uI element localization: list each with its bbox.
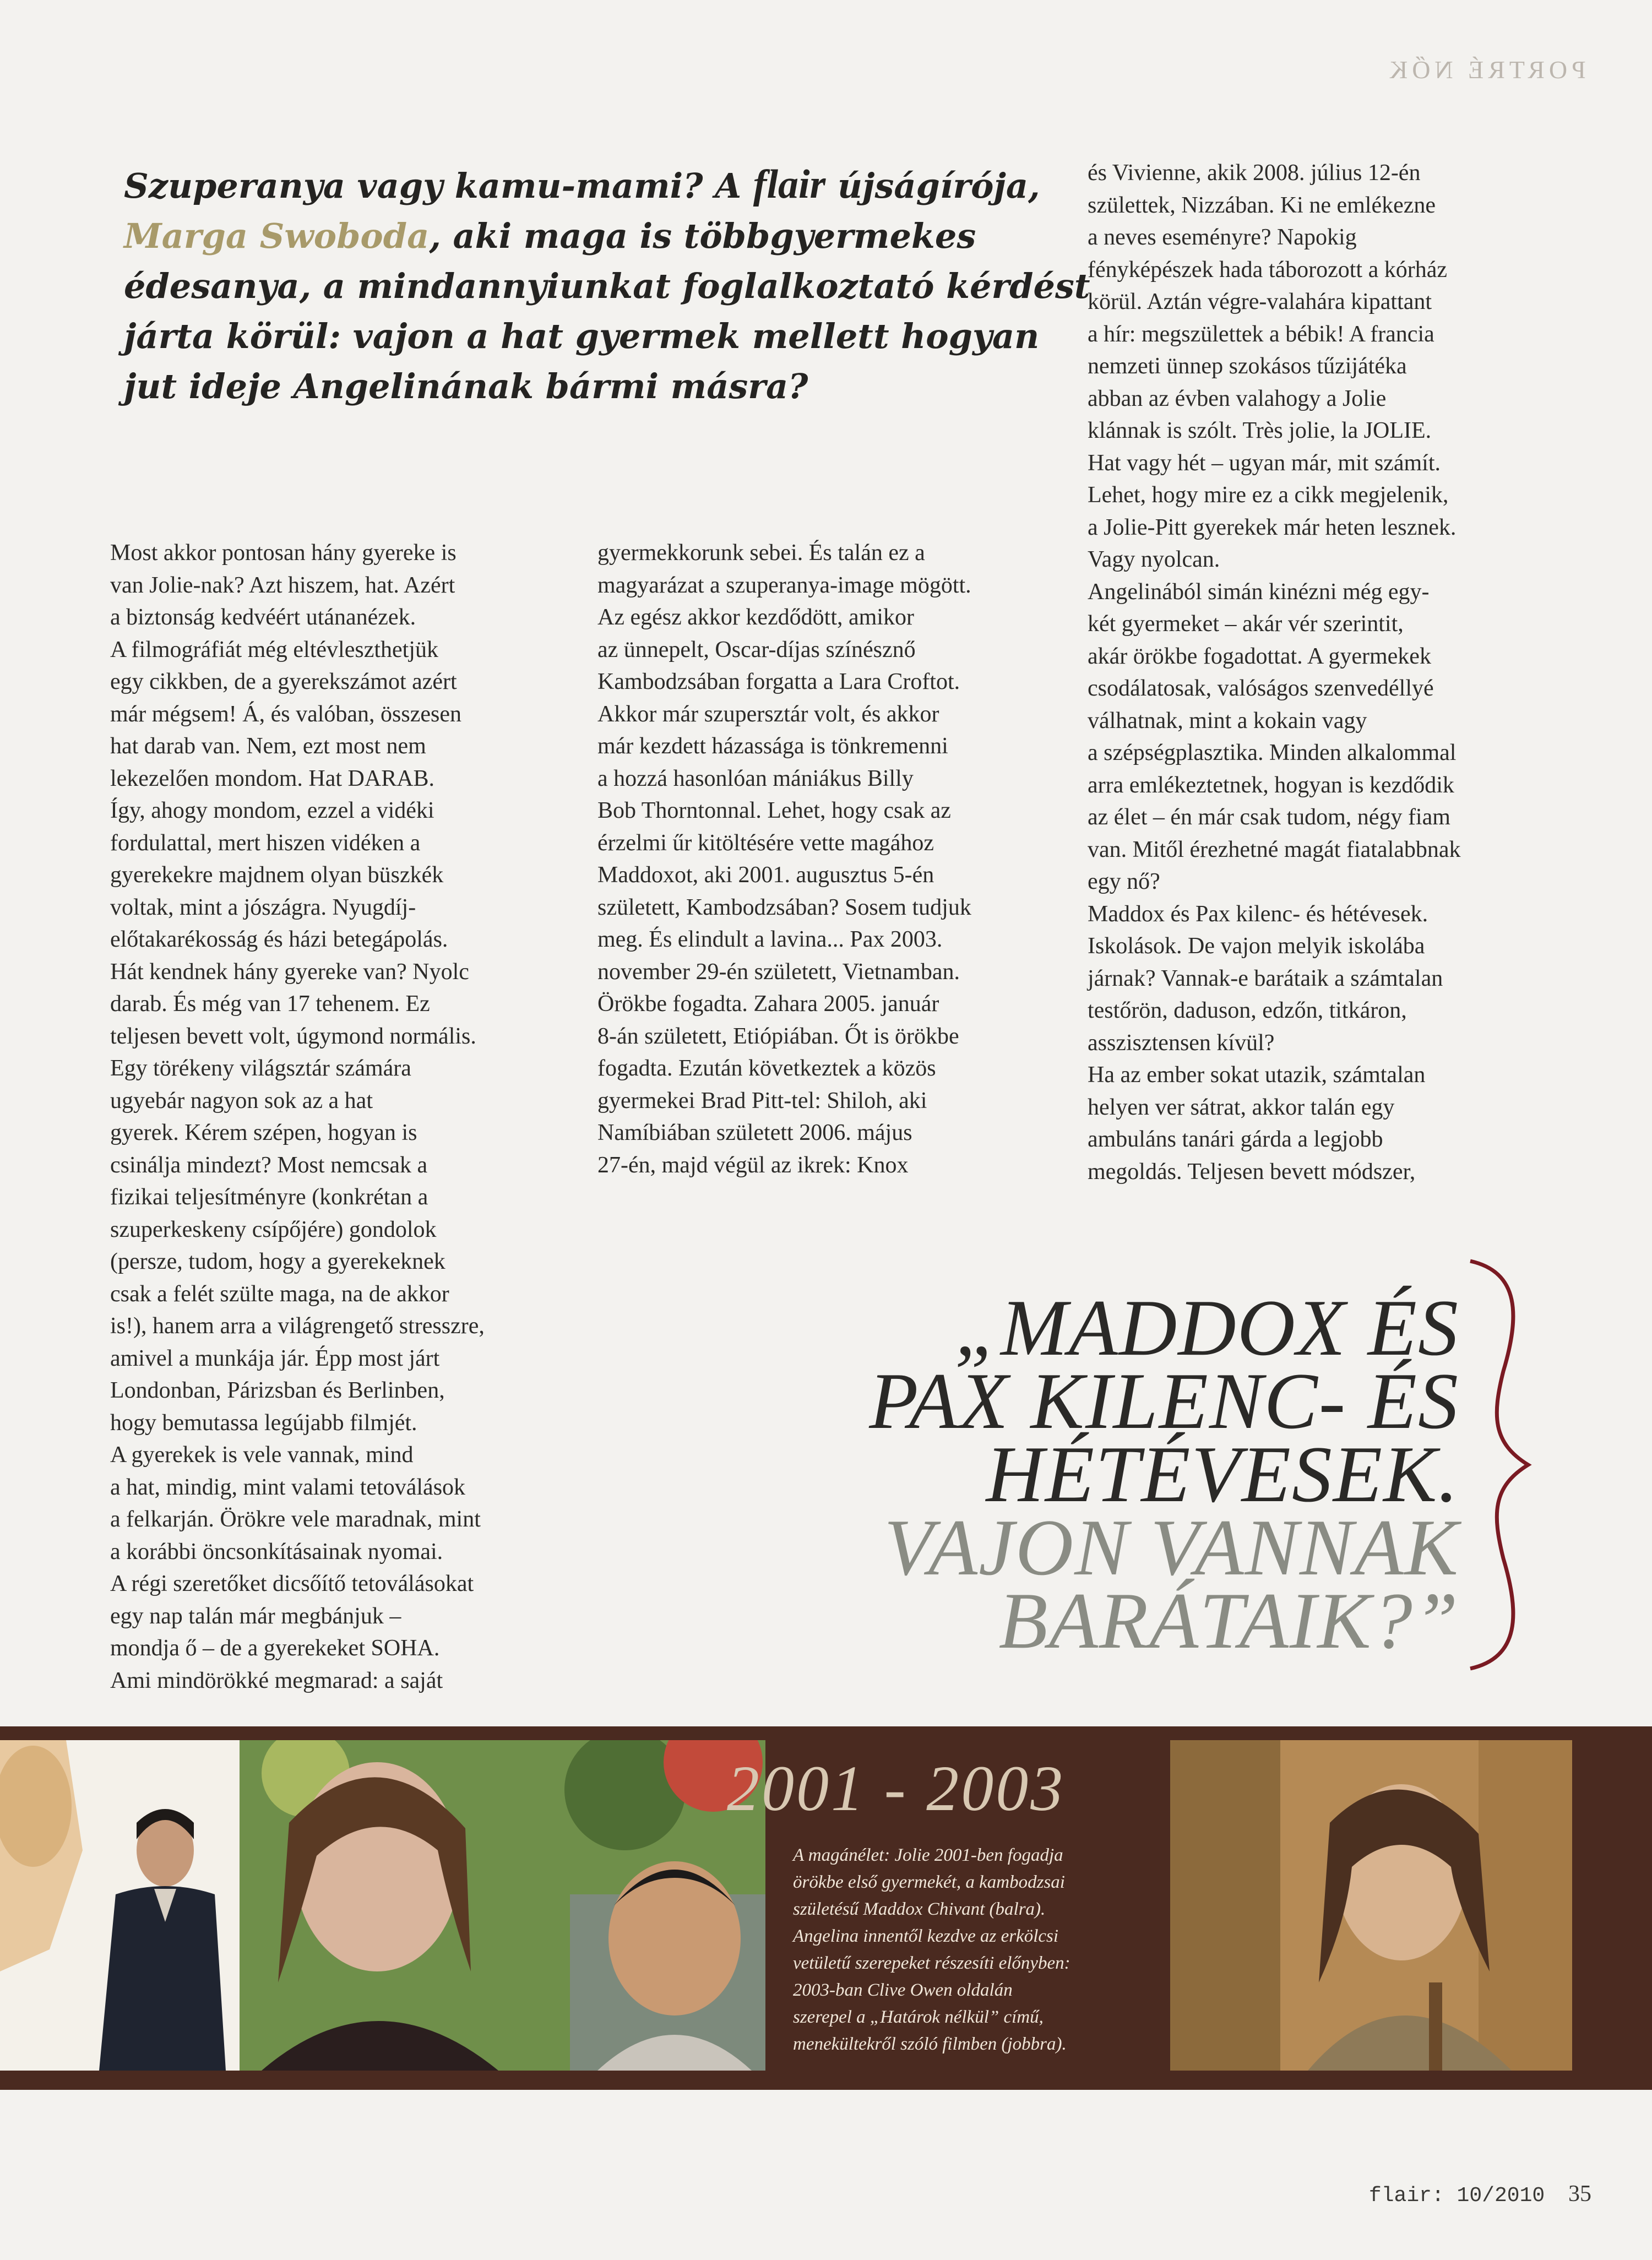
timeline-caption: A magánélet: Jolie 2001-ben fogadja örökbe első gyermekét, a kambodzsai születésű Maddox Chivant (balra). Angelina innentől kezdve az erkölcsi vetületű szerepeket részesíti előnyben: 2003-ban Clive Owen oldalán szerepel a „Határok nélkül” című, menekültekről szóló filmben (jobbra). <box>793 1845 1070 2054</box>
article-column-3: és Vivienne, akik 2008. július 12-én születtek, Nizzában. Ki ne emlékezne a neves eseményre? Napokig fényképészek hada táborozott a kórház körül. Aztán végre-valahára kipattant a hír: megszülettek a bébik! A francia nemzeti ünnep szokásos tűzijátéka abban az évben valahogy a Jolie klánnak is szólt. Très jolie, la JOLIE. Hat vagy hét – ugyan már, mit számít. Lehet, hogy mire ez a cikk megjelenik, a Jolie-Pitt gyerekek már heten lesznek. Vagy nyolcan. Angelinából simán kinézni még egy- két gyermeket – akár vér szerintit, akár örökbe fogadottat. A gyermekek csodálatosak, valóságos szenvedéllyé válhatnak, mint a kokain vagy a szépségplasztika. Minden alkalommal arra emlékeztetnek, hogyan is kezdődik az élet – én már csak tudom, négy fiam van. Mitől érezhetné magát fiatalabbnak egy nő? Maddox és Pax kilenc- és hétévesek. Iskolások. De vajon melyik iskolába járnak? Vannak-e barátaik a számtalan testőrön, daduson, edzőn, titkáron, asszisztensen kívül? Ha az ember sokat utazik, számtalan helyen ver sátrat, akkor talán egy ambuláns tanári gárda a legjobb megoldás. Teljesen bevett módszer, <box>1088 160 1461 1185</box>
lead-author: Marga Swoboda <box>124 216 430 256</box>
photo-beyond-borders <box>1170 1740 1572 2071</box>
article-column-1: Most akkor pontosan hány gyereke is van Jolie-nak? Azt hiszem, hat. Azért a biztonság kedvéért utánanézek. A filmográfiát még eltévleszthetjük egy cikkben, de a gyerekszámot azért már mégsem! Á, és valóban, összesen hat darab van. Nem, ezt most nem lekezelően mondom. Hat DARAB. Így, ahogy mondom, ezzel a vidéki fordulattal, mert hiszen vidéken a gyerekekre majdnem olyan büszkék voltak, mint a jószágra. Nyugdíj- előtakarékosság és házi betegápolás. Hát kendnek hány gyereke van? Nyolc darab. És még van 17 tehenem. Ez teljesen bevett volt, úgymond normális. Egy törékeny világsztár számára ugyebár nagyon sok az a hat gyerek. Kérem szépen, hogyan is csinálja mindezt? Most nemcsak a fizikai teljesítményre (konkrétan a szuperkeskeny csípőjére) gondolok (persze, tudom, hogy a gyerekeknek csak a felét szülte maga, na de akkor is!), hanem arra a világrengető stresszre, amivel a munkája jár. Épp most járt Londonban, Párizsban és Berlinben, hogy bemutassa legújabb filmjét. A gyerekek is vele vannak, mind a hat, mindig, mint valami tetoválások a felkarján. Örökre vele maradnak, mint a korábbi öncsonkításainak nyomai. A régi szeretőket dicsőítő tetoválásokat egy nap talán már megbánjuk – mondja ő – de a gyerekeket SOHA. Ami mindörökké megmarad: a saját <box>110 540 485 1693</box>
curly-brace-ornament <box>1459 1250 1536 1680</box>
page-footer <box>1369 2181 1591 2208</box>
page-number: 35 <box>1568 2181 1591 2207</box>
photo-clive-owen <box>0 1740 240 2071</box>
pull-quote-line-1: „MADDOX ÉS <box>954 1283 1459 1372</box>
lead-part3: , aki maga is többgyermekes édesanya, a mindannyiunkat foglalkoztató kérdést járta körül: vajon a hat gyermek mellett hogyan jut ideje Angelinának bármi másra? <box>124 216 1090 406</box>
lead-magazine: flair <box>753 162 826 207</box>
footer-magazine: flair: <box>1368 2184 1444 2208</box>
article-column-2: gyermekkorunk sebei. És talán ez a magyarázat a szuperanya-image mögött. Az egész akkor kezdődött, amikor az ünnepelt, Oscar-díjas színésznő Kambodzsában forgatta a Lara Croftot. Akkor már szupersztár volt, és akkor már kezdett házassága is tönkremenni a hozzá hasonlóan mániákus Billy Bob Thorntonnal. Lehet, hogy csak az érzelmi űr kitöltésére vette magához Maddoxot, aki 2001. augusztus 5-én született, Kambodzsában? Sosem tudjuk meg. És elindult a lavina... Pax 2003. november 29-én született, Vietnamban. Örökbe fogadta. Zahara 2005. január 8-án született, Etiópiában. Őt is örökbe fogadta. Ezután következtek a közös gyermekei Brad Pitt-tel: Shiloh, aki Namíbiában született 2006. május 27-én, majd végül az ikrek: Knox <box>597 540 971 1178</box>
lead-part1: Szuperanya vagy kamu-mami? A <box>124 166 753 206</box>
pull-quote <box>727 1283 1459 1665</box>
footer-issue: 10/2010 <box>1457 2184 1545 2208</box>
pull-quote-line-5: BARÁTAIK?” <box>998 1576 1459 1665</box>
pull-quote-line-3: HÉTÉVESEK. <box>986 1430 1459 1519</box>
pull-quote-line-4: VAJON VANNAK <box>884 1503 1459 1592</box>
lead-part2: újságírója, <box>825 166 1040 206</box>
pull-quote-line-2: PAX KILENC- ÉS <box>869 1356 1459 1446</box>
lead-paragraph <box>124 160 1093 411</box>
timeline-years: 2001 - 2003 <box>727 1752 1066 1824</box>
photo-angelina-and-maddox <box>240 1740 765 2071</box>
section-header: PORTRÉ NŐK <box>1385 56 1586 84</box>
